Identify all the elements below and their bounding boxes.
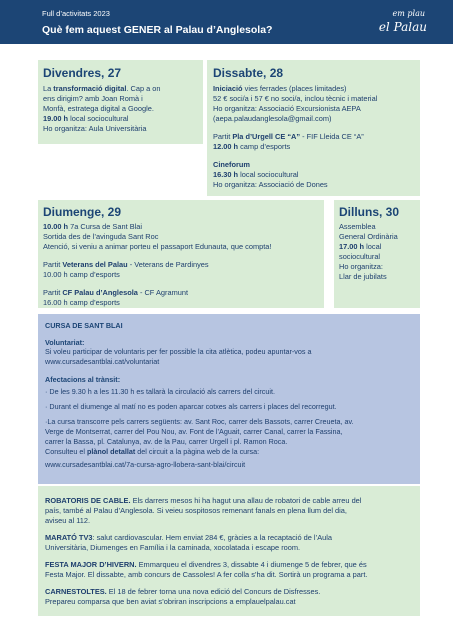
traffic-item: · De les 9.30 h a les 11.30 h es tallarà la circulació als carrers del circuit. [45, 387, 275, 396]
map-link[interactable]: www.cursadesantblai.cat/7a-cursa-agro-llobera-sant-blai/circuit [45, 460, 246, 469]
em-plau-el-palau-logo: em plau el Palau [378, 9, 427, 34]
event-friday: Divendres, 27 La transformació digital. Cap a on ens dirigim? amb Joan Romà i Monfà, estratega digital a Google. 19.00 h local sociocultural Ho organitza: Aula Universitària [38, 60, 203, 144]
friday-heading: Divendres, 27 [43, 66, 122, 80]
news-festa-major: FESTA MAJOR D’HIVERN. Emmarqueu el divendres 3, dissabte 4 i diumenge 5 de febrer, que és Festa Major. El dissabte, amb concurs de Cassoles! A fer colla s’ha dit. Sortirà un programa a part. [45, 560, 368, 579]
volunteer-text: Si voleu participar de voluntaris per fer possible la cita atlètica, podeu apuntar-vos a [45, 347, 312, 356]
traffic-item: · Durant el diumenge al matí no es poden aparcar cotxes als carrers i places del recorregut. [45, 402, 337, 411]
race-info-panel [38, 314, 420, 484]
traffic-title: Afectacions al trànsit: [45, 375, 121, 384]
event-saturday: Dissabte, 28 Iniciació vies ferrades (places limitades) 52 € soci/a i 57 € no soci/a, inclou tècnic i material Ho organitza: Associació Excursionista AEPA (aepa.palaudanglesola@gmail.com) Partit Pla d’Urgell CE “A” - FIF Lleida CE “A” 12.00 h camp d’esports Cineforum 16.30 h local sociocultural Ho organitza: Associació de Dones [207, 60, 420, 196]
news-carnestoltes: CARNESTOLTES. El 18 de febrer torna una nova edició del Concurs de Disfresses. Prepareu comparsa que ben aviat s’obriran inscripcions a emplauelpalau.cat [45, 587, 321, 606]
volunteer-link[interactable]: www.cursadesantblai.cat/voluntariat [45, 357, 160, 366]
sunday-heading: Diumenge, 29 [43, 205, 122, 219]
volunteer-title: Voluntariat: [45, 338, 85, 347]
news-panel [38, 486, 420, 616]
header-subtitle: Full d’activitats 2023 [42, 9, 110, 18]
map-note: Consulteu el plànol detallat del circuit a la pàgina web de la cursa: [45, 447, 260, 456]
race-title: CURSA DE SANT BLAI [45, 321, 123, 330]
header-title: Què fem aquest GENER al Palau d’Anglesola? [42, 24, 273, 36]
news-marato: MARATÓ TV3: salut cardiovascular. Hem enviat 284 €, gràcies a la recaptació de l’Aula Universitària, Diumenges en Família i la caminada, xocolatada i escape room. [45, 533, 333, 552]
saturday-heading: Dissabte, 28 [213, 66, 284, 80]
monday-heading: Dilluns, 30 [339, 205, 400, 219]
news-cable-theft: ROBATORIS DE CABLE. Els darrers mesos hi ha hagut una allau de robatori de cable arreu del país, també al Palau d’Anglesola. Si veieu sospitosos remenant fanals en plena llum del dia, aviseu al 112. [45, 496, 362, 525]
event-sunday: Diumenge, 29 10.00 h 7a Cursa de Sant Blai Sortida des de l’avinguda Sant Roc Atenció, si veniu a animar porteu el passaport Edunauta, que compta! Partit Veterans del Palau - Veterans de Pardinyes 10.00 h camp d’esports Partit CF Palau d’Anglesola - CF Agramunt 16.00 h camp d’esports [38, 200, 324, 308]
event-monday: Dilluns, 30 Assemblea General Ordinària 17.00 h local sociocultural Ho organitza: Llar de jubilats [334, 200, 420, 308]
traffic-item: ·La cursa transcorre pels carrers següents: av. Sant Roc, carrer dels Bassots, carrer Creueta, av. Verge de Montserrat, carrer del Pou Nou, av. Font de l’Aguait, carrer Canal, carrer la Fassina, carrer la Bassa, pl. Catalunya, av. de la Pau, carrer Urgell i pl. Ramon Roca. [45, 417, 354, 446]
header-banner [0, 0, 453, 44]
